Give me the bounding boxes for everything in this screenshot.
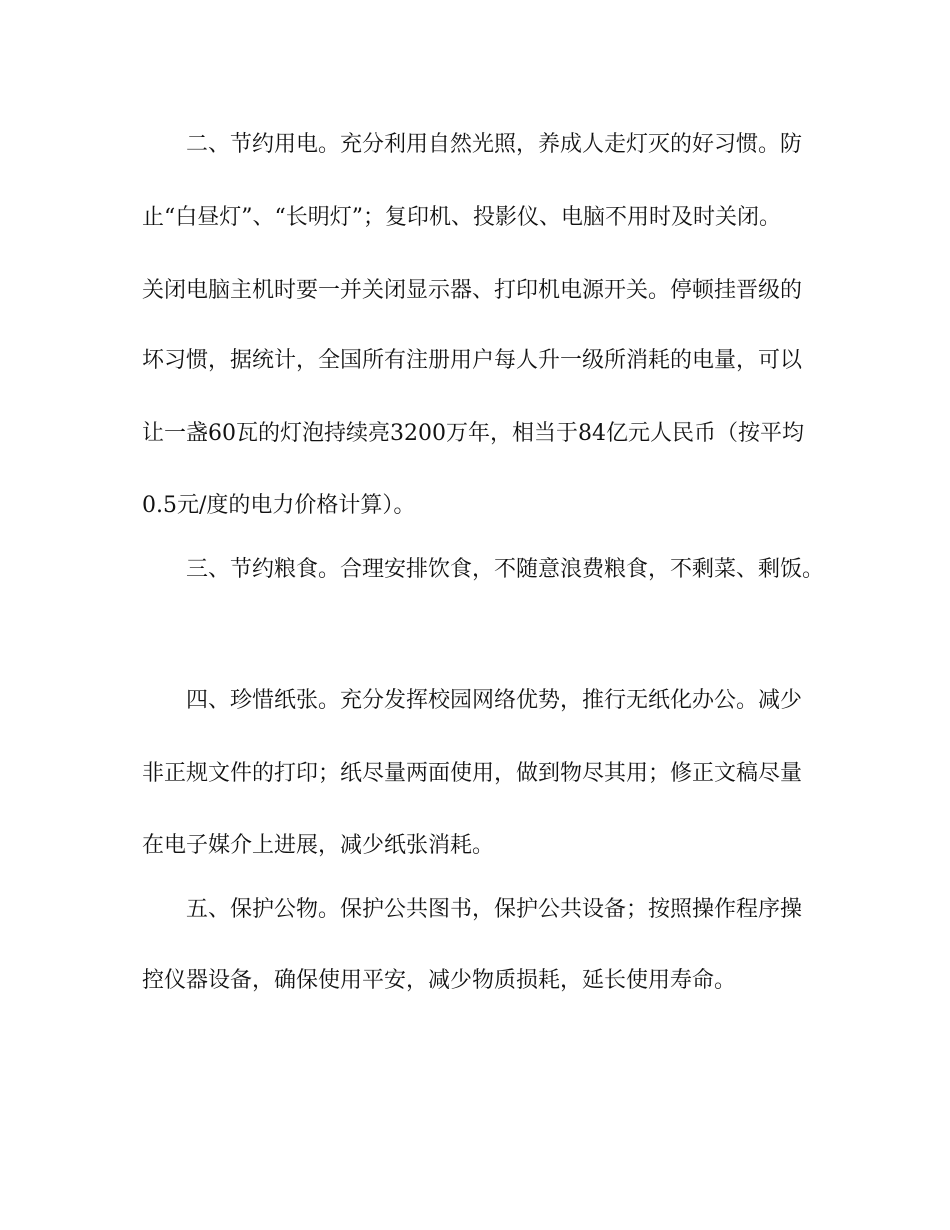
- paragraph-2-line-1: 二、节约用电。充分利用自然光照，养成人走灯灭的好习惯。防: [186, 132, 803, 157]
- paragraph-2-line-6: 0.5元/度的电力价格计算）。: [142, 493, 416, 518]
- paragraph-5-line-1: 五、保护公物。保护公共图书，保护公共设备；按照操作程序操: [186, 897, 803, 922]
- paragraph-2-line-3: 关闭电脑主机时要一并关闭显示器、打印机电源开关。停顿挂晋级的: [142, 278, 803, 303]
- paragraph-2-line-2: 止“白昼灯”、“长明灯”；复印机、投影仪、电脑不用时及时关闭。: [142, 205, 781, 230]
- paragraph-4-line-1: 四、珍惜纸张。充分发挥校园网络优势，推行无纸化办公。减少: [186, 688, 803, 713]
- paragraph-2-line-4: 坏习惯，据统计，全国所有注册用户每人升一级所消耗的电量，可以: [142, 348, 803, 373]
- paragraph-4-line-2: 非正规文件的打印；纸尽量两面使用，做到物尽其用；修正文稿尽量: [142, 761, 803, 786]
- paragraph-5-line-2: 控仪器设备，确保使用平安，减少物质损耗，延长使用寿命。: [142, 968, 737, 993]
- paragraph-4-line-3: 在电子媒介上进展，减少纸张消耗。: [142, 833, 495, 858]
- paragraph-3-line-1: 三、节约粮食。合理安排饮食，不随意浪费粮食，不剩菜、剩饭。: [186, 557, 825, 582]
- paragraph-2-line-5: 让一盏60瓦的灯泡持续亮3200万年，相当于84亿元人民币（按平均: [142, 421, 804, 446]
